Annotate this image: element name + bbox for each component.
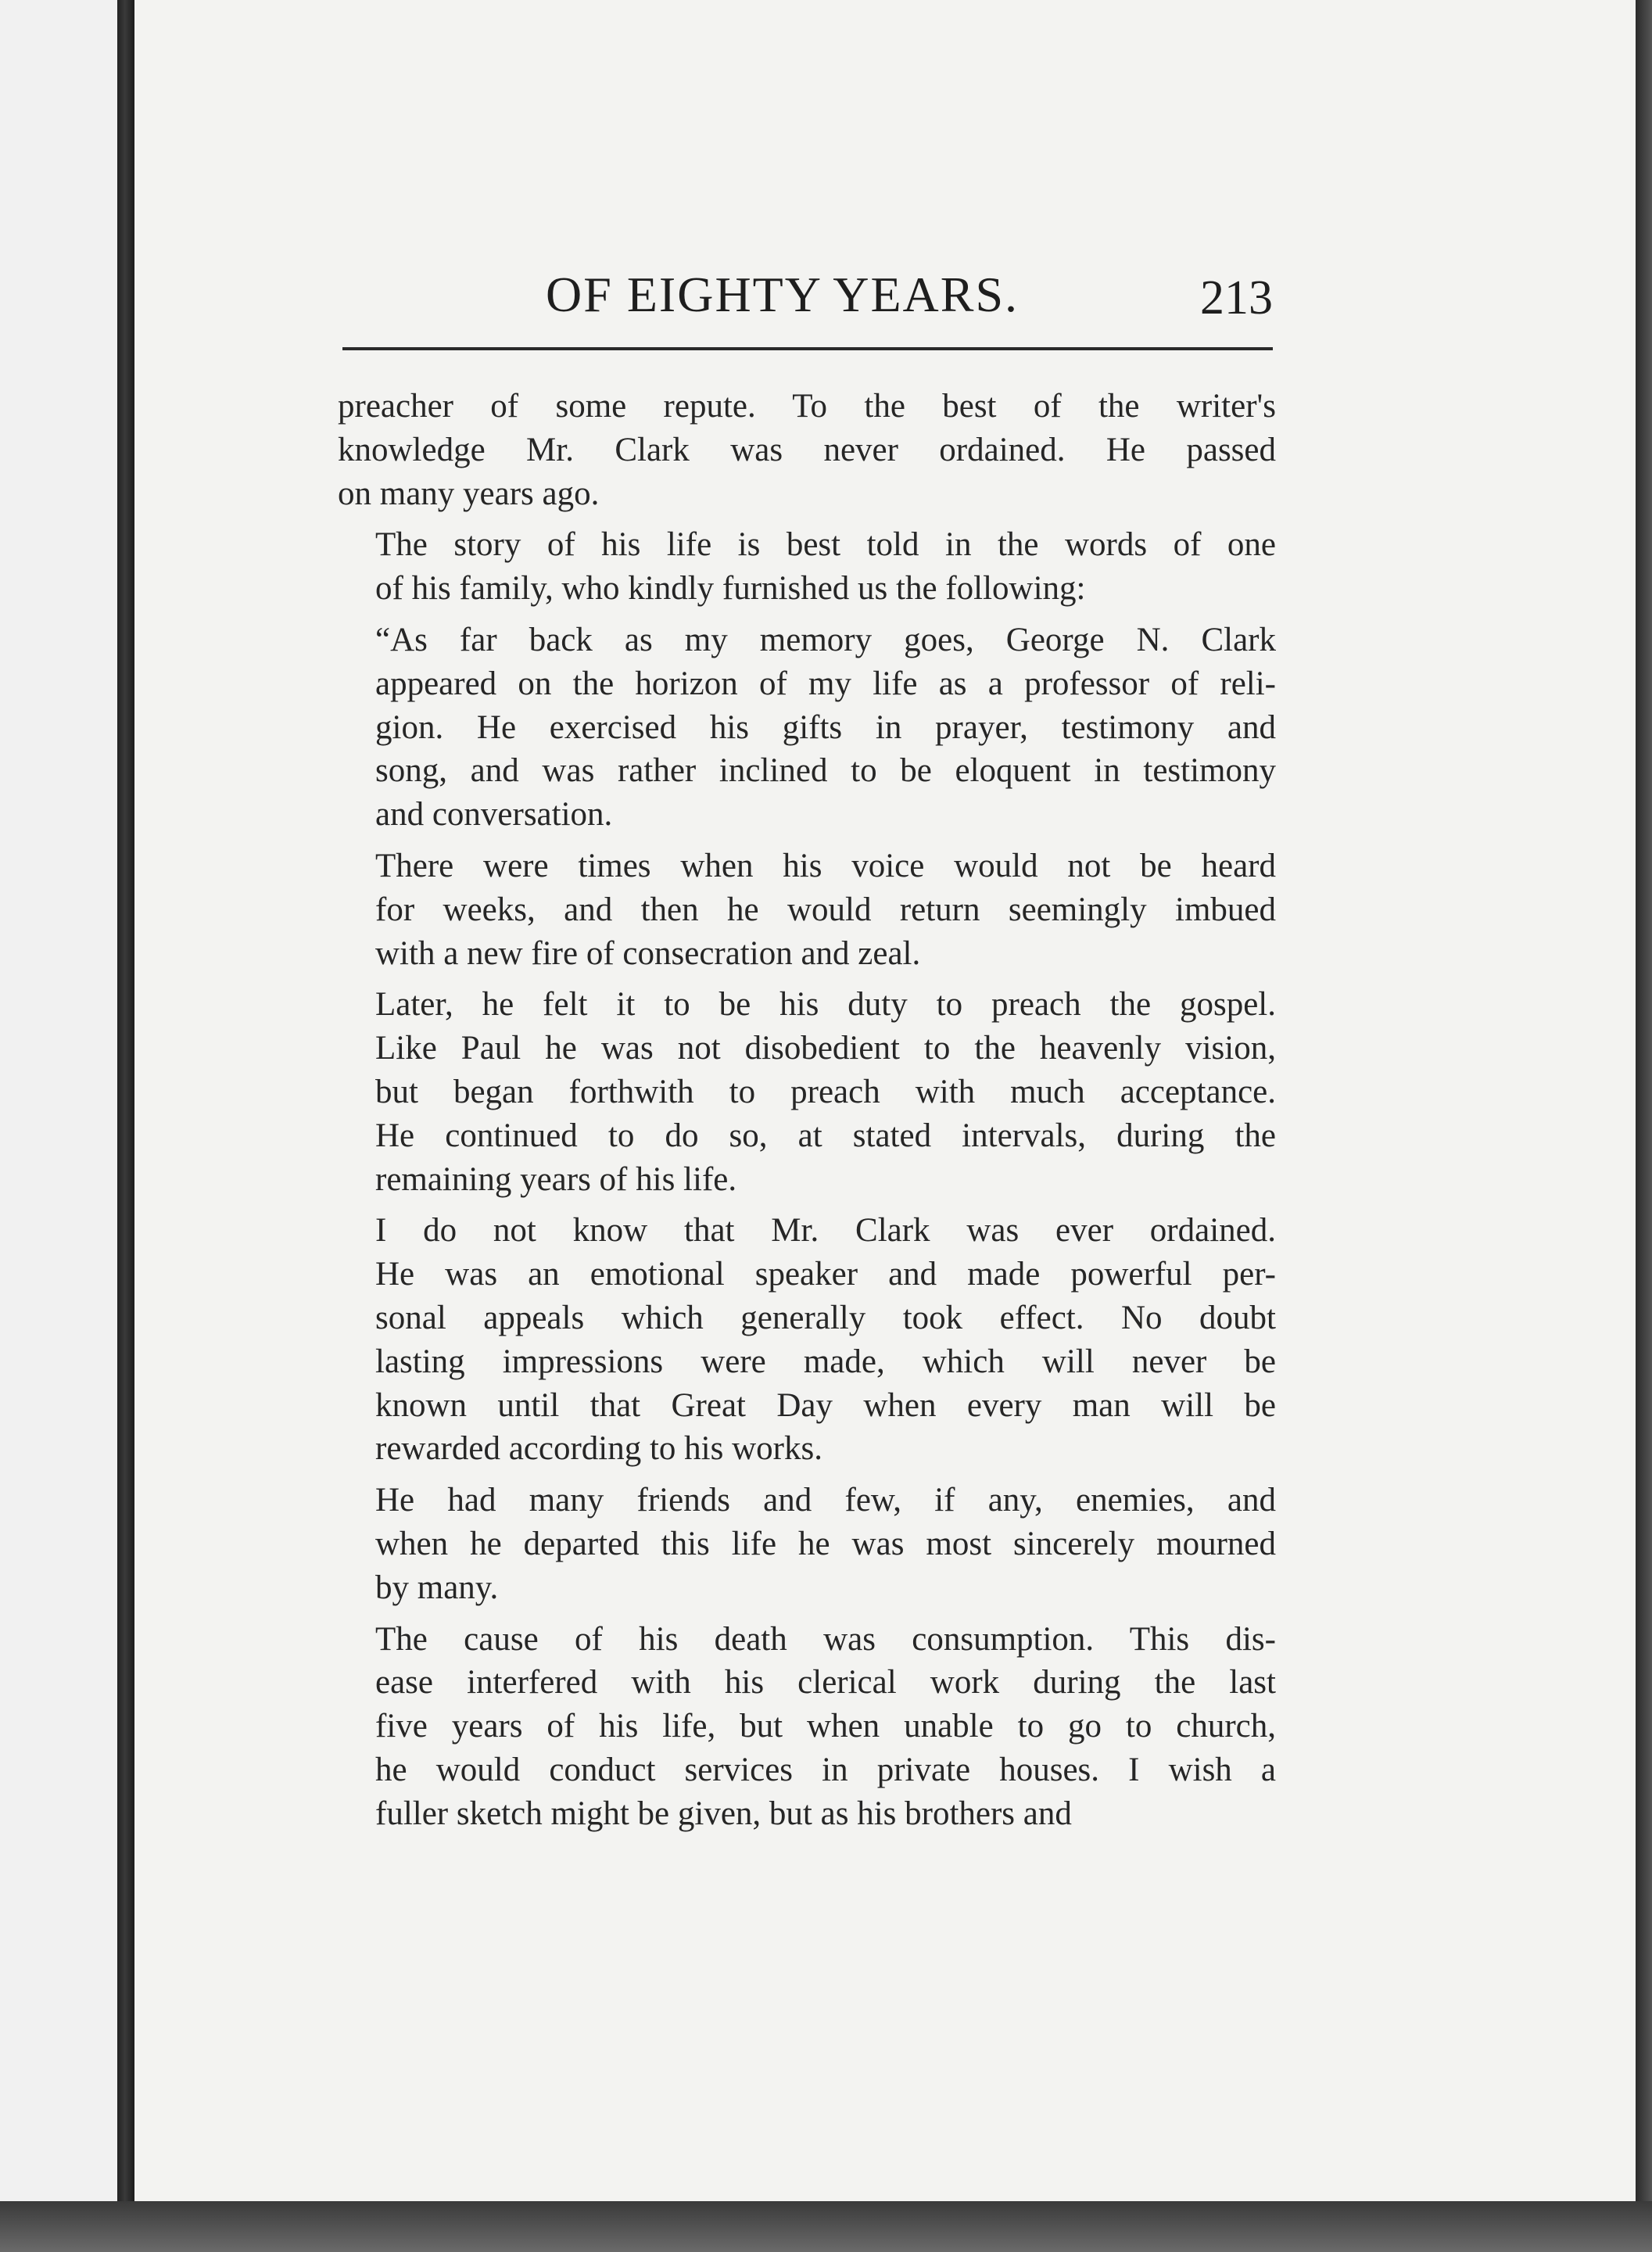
text-line: knowledge Mr. Clark was never ordained. He passed: [338, 431, 1276, 468]
text-line: he would conduct services in private houses. I wish a: [375, 1751, 1276, 1788]
text-line: with a new fire of consecration and zeal.: [375, 934, 921, 972]
text-line: but began forthwith to preach with much acceptance.: [375, 1073, 1276, 1110]
text-line: I do not know that Mr. Clark was ever ordained.: [375, 1212, 1276, 1250]
paragraph: [338, 385, 1276, 515]
paragraph: [338, 1618, 1276, 1836]
text-line: He continued to do so, at stated intervals, during the: [375, 1117, 1276, 1154]
text-line: and conversation.: [375, 796, 613, 834]
text-line: The cause of his death was consumption. This dis-: [375, 1620, 1276, 1658]
paragraph: [338, 1209, 1276, 1471]
text-line: fuller sketch might be given, but as his brothers and: [375, 1795, 1072, 1832]
text-line: appeared on the horizon of my life as a professor of reli-: [375, 665, 1276, 702]
paragraph: [338, 983, 1276, 1201]
scan-edge-bottom: [0, 2201, 1652, 2252]
scan-edge-right: [1636, 0, 1652, 2252]
text-line: He had many friends and few, if any, enemies, and: [375, 1482, 1276, 1519]
body-text: [338, 385, 1276, 1844]
paragraph: [338, 844, 1276, 975]
text-line: preacher of some repute. To the best of the writer's: [338, 388, 1276, 425]
header-rule: [342, 347, 1273, 350]
text-line: “As far back as my memory goes, George N. Clark: [375, 621, 1276, 658]
paragraph: [338, 1479, 1276, 1609]
book-gutter: [117, 0, 134, 2252]
text-line: song, and was rather inclined to be eloquent in testimony: [375, 752, 1276, 790]
text-line: lasting impressions were made, which will never be: [375, 1343, 1276, 1380]
text-line: five years of his life, but when unable to go to church,: [375, 1708, 1276, 1745]
text-line: Later, he felt it to be his duty to preach the gospel.: [375, 986, 1276, 1024]
text-line: for weeks, and then he would return seemingly imbued: [375, 891, 1276, 928]
text-line: of his family, who kindly furnished us the following:: [375, 570, 1086, 608]
text-line: sonal appeals which generally took effect. No doubt: [375, 1299, 1276, 1336]
text-line: The story of his life is best told in the words of one: [375, 526, 1276, 564]
text-line: on many years ago.: [338, 475, 600, 512]
facing-page-margin: [0, 0, 117, 2252]
running-title: OF EIGHTY YEARS.: [546, 267, 1020, 322]
text-line: by many.: [375, 1569, 499, 1606]
text-line: gion. He exercised his gifts in prayer, testimony and: [375, 708, 1276, 746]
text-line: ease interfered with his clerical work during the last: [375, 1664, 1276, 1702]
paragraph: [338, 619, 1276, 837]
text-line: when he departed this life he was most sincerely mourned: [375, 1525, 1276, 1562]
text-line: rewarded according to his works.: [375, 1430, 822, 1468]
text-line: remaining years of his life.: [375, 1160, 737, 1198]
text-line: He was an emotional speaker and made powerful per-: [375, 1256, 1276, 1293]
text-line: known until that Great Day when every man will be: [375, 1386, 1276, 1424]
text-line: There were times when his voice would not be heard: [375, 847, 1276, 884]
running-header: [342, 258, 1273, 352]
paragraph: [338, 523, 1276, 611]
text-line: Like Paul he was not disobedient to the heavenly vision,: [375, 1030, 1276, 1067]
page-number: 213: [1200, 271, 1273, 325]
